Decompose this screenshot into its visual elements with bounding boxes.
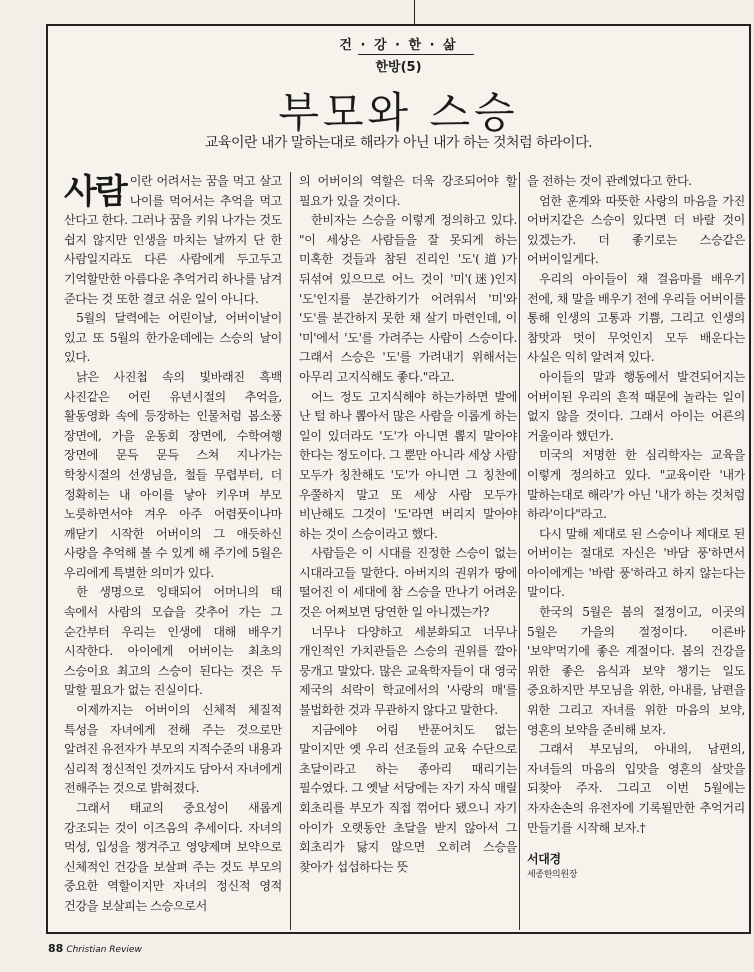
column-divider [519, 172, 520, 930]
paragraph: 엄한 훈계와 따뜻한 사랑의 마음을 가진 어버지같은 스승이 있다면 더 바랄 것이 있겠는가. 더 좋기로는 스승같은 어버이일게다. [527, 193, 745, 267]
paragraph: 이제까지는 어버이의 신체적 체질적 특성을 자녀에게 전해 주는 것으로만 알려진 유전자가 부모의 지적수준의 내용과 심리적 정신적인 것까지도 담아서 자녀에게 전해주는 것으로 밝혀졌다. [64, 703, 282, 796]
column-2 [299, 172, 517, 930]
article-body [64, 172, 745, 930]
paragraph: 5월의 달력에는 어린이날, 어버이날이 있고 또 5월의 한가운데에는 스승의 날이 있다. [64, 311, 282, 365]
paragraph: 의 어버이의 역할은 더욱 강조되어야 할 필요가 있을 것이다. [299, 174, 517, 208]
top-rule [414, 0, 415, 26]
paragraph: 을 전하는 것이 관례였다고 한다. [527, 174, 692, 188]
article-frame [46, 24, 751, 934]
paragraph: 낡은 사진첩 속의 빛바래진 흑백 사진같은 어린 유년시절의 추억을, 활동영화 속에 등장하는 인물처럼 봄소풍 장면에, 가을 운동회 장면에, 수학여행 장면에 문득 문득 스쳐 지나가는 학창시절의 선생님을, 철들 무렵부터, 더 정확히는 내 아이를 낳아 키우며 부모 노릇하면서야 겨우 아주 어렴풋이나마 깨닫기 시작한 어버이의 그 애듯하신 사랑을 추억해 볼 수 있게 해 주기에 5월은 우리에게 특별한 의미가 있다. [64, 369, 282, 580]
page-footer [48, 942, 142, 955]
paragraph: 어느 정도 고지식해야 하는가하면 발에 난 털 하나 뽑아서 많은 사람을 이롭게 하는 일이 있더라도 '도'가 아니면 뽑지 말아야 한다는 정도이다. 그 뿐만 아니라 세상 사람 모두가 칭찬해도 '도'가 아니면 그 칭찬에 우쭐하지 말고 또 세상 사람 모두가 비난해도 그것이 '도'라면 버리지 말아야 하는 것이 스승이라고 했다. [299, 389, 517, 541]
article-title: 부모와 스승 [278, 88, 519, 137]
paragraph: 한 생명으로 잉태되어 어머니의 태 속에서 사람의 모습을 갖추어 가는 그 순간부터 우리는 인생에 대해 배우기 시작한다. 아이에게 어버이는 최초의 스승이요 최고의 스승이 된다는 것은 두 말할 필요가 없는 진실이다. [64, 585, 282, 698]
paragraph: 그래서 태교의 중요성이 새롭게 강조되는 것이 이즈음의 추세이다. 자녀의 먹성, 입성을 챙겨주고 영양제며 보약으로 신체적인 건강을 보살펴 주는 것도 부모의 중요한 역할이지만 자녀의 정신적 영적 건강을 보살피는 스승으로서 [64, 801, 282, 913]
paragraph: 아이들의 말과 행동에서 발견되어지는 어버이된 우리의 흔적 때문에 놀라는 일이 없지 않을 것이다. 그래서 아이는 어른의 거울이라 했던가. [527, 369, 745, 443]
paragraph-text: 이란 어려서는 꿈을 먹고 살고 나이를 먹어서는 추억을 먹고 산다고 한다. 그러나 꿈을 키워 나가는 것도 쉽지 않지만 인생을 마치는 날까지 단 한 사람일지라도 다른 사람에게 두고두고 기억할만한 아름다운 추억거리 하나를 남겨 준다는 것 또한 결코 쉬운 일이 아니다. [64, 174, 282, 306]
series-heading: 건 · 강 · 한 · 삶 [339, 38, 458, 53]
column-divider [290, 172, 291, 930]
paragraph: 한비자는 스승을 이렇게 정의하고 있다. "이 세상은 사람들을 잘 못되게 하는 미혹한 것들과 참된 진리인 '도'(道)가 뒤섞여 있으므로 어느 것이 '미'(迷)인지 '도'인지를 분간하기가 어려워서 '미'와 '도'를 분간하지 못한 채 살기 마련인데, 이 '미'에서 '도'를 가려주는 사람이 스승이다. 그래서 스승은 '도'를 가려내기 위해서는 아무리 고지식해도 좋다."라고. [299, 213, 517, 384]
paragraph: 너무나 다양하고 세분화되고 너무나 개인적인 가치관들은 스승의 권위를 깔아 뭉개고 말았다. 많은 교육학자들이 대 영국 제국의 쇠락이 학교에서의 '사랑의 매'를 불법화한 것과 무관하지 않다고 말한다. [299, 624, 517, 718]
paragraph: 지금에야 어림 반푼어치도 없는 말이지만 옛 우리 선조들의 교육 수단으로 초달이라고 하는 종아리 때리기는 필수였다. 그 옛날 서당에는 자기 자식 매릴 회초리를 부모가 직접 꺾어다 됐으니 자기 아이가 오랫동안 초달을 받지 않아서 그 회초리가 닳지 않으면 오히려 스승을 찾아가 섭섭하다는 뜻 [299, 722, 517, 874]
paragraph [64, 172, 282, 309]
magazine-name: Christian Review [66, 945, 142, 955]
magazine-page [28, 0, 744, 972]
paragraph: 한국의 5월은 봄의 절정이고, 이곳의 5월은 가을의 절정이다. 이른바 '보약'먹기에 좋은 계절이다. 봄의 건강을 위한 좋은 음식과 보약 챙기는 일도 중요하지만 부모님을 위한, 아내를, 남편을 위한 그리고 자녀를 위한 마음의 보약, 영혼의 보약을 준비해 보자. [527, 605, 745, 737]
author-name: 서대경 [527, 852, 561, 867]
series-rule [358, 54, 474, 55]
drop-cap: 사람 [64, 172, 126, 212]
paragraph: 다시 말해 제대로 된 스승이나 제대로 된 어버이는 절대로 자신은 '바담 풍'하면서 아이에게는 '바람 풍'하라고 하지 않는다는 말이다. [527, 526, 745, 600]
column-3 [527, 172, 745, 930]
paragraph: 미국의 저명한 한 심리학자는 교육을 이렇게 정의하고 있다. "교육이란 '내가 말하는대로 해라'가 아닌 '내가 하는 것처럼 하라'이다"라고. [527, 448, 745, 522]
author-affiliation: 세종한의원장 [527, 870, 578, 881]
series-subheading: 한방(5) [375, 60, 422, 75]
article-subtitle: 교육이란 내가 말하는대로 해라가 아닌 내가 하는 것처럼 하라이다. [204, 135, 593, 151]
column-1 [64, 172, 282, 930]
page-number: 88 [48, 942, 64, 955]
paragraph: 그래서 부모님의, 아내의, 남편의, 자녀들의 마음의 입맛을 영혼의 살맛을 되찾아 주자. 그리고 이번 5월에는 자자손손의 유전자에 기록될만한 추억거리 만들기를 시작해 보자.† [527, 742, 745, 835]
paragraph: 사람들은 이 시대를 진정한 스승이 없는 시대라고들 말한다. 아버지의 권위가 땅에 떨어진 이 세대에 참 스승을 만나기 어려운 것은 어쩌보면 당연한 일 아니겠는가? [299, 546, 517, 620]
paragraph: 우리의 아이들이 채 걸음마를 배우기 전에, 채 말을 배우기 전에 우리들 어버이를 통해 인생의 고통과 기쁨, 그리고 인생의 참맛과 멋이 무엇인지 모두 배운다는 사실은 익히 알려져 있다. [527, 271, 745, 365]
